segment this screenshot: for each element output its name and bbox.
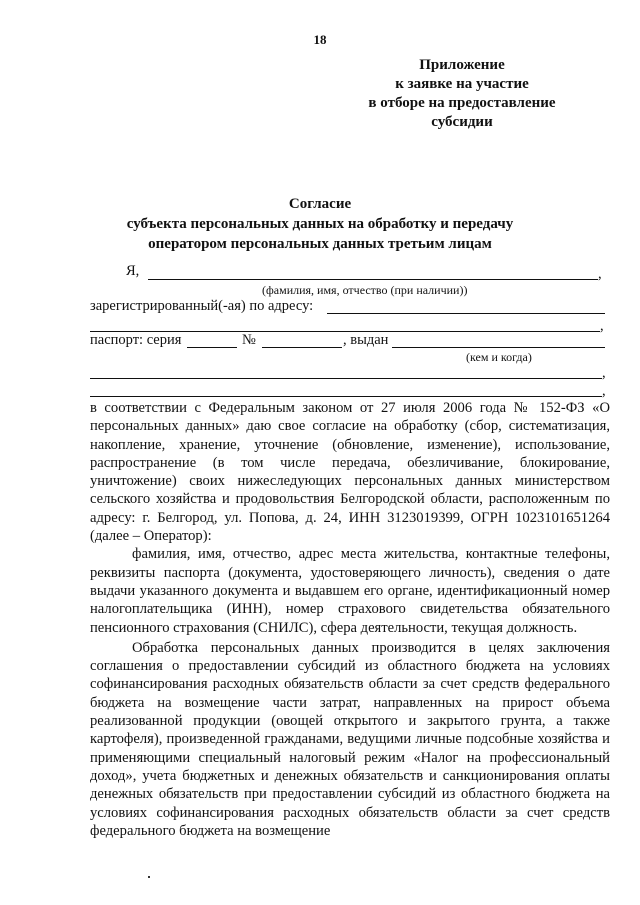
title-line: субъекта персональных данных на обработку и передачу bbox=[126, 216, 514, 232]
comma: , bbox=[602, 365, 606, 381]
fio-caption: (фамилия, имя, отчество (при наличии)) bbox=[262, 283, 468, 297]
comma: , bbox=[598, 266, 602, 282]
issued-caption: (кем и когда) bbox=[466, 350, 532, 364]
title-line: Согласие bbox=[288, 196, 352, 212]
appendix-line: Приложение bbox=[419, 57, 505, 73]
page-number: 18 bbox=[313, 32, 327, 47]
appendix-block bbox=[342, 56, 582, 132]
issued-label: , выдан bbox=[343, 332, 389, 348]
document-title bbox=[0, 194, 640, 254]
title-line: оператором персональных данных третьим лицам bbox=[148, 236, 492, 252]
passport-number-label: № bbox=[242, 332, 256, 348]
body-paragraph: Обработка персональных данных производится в целях заключения соглашения о предоставлении субсидий из областного бюджета на условиях софинансирования расходных обязательств области за счет средств федерального бюджета на возмещение части затрат, направленных на прирост объема реализованной продукции (овощей открытого и закрытого грунта, а также картофеля), произведенной гражданами, ведущими личные подсобные хозяйства и применяющими специальный налоговый режим «Налог на профессиональный доход», учета бюджетных и денежных обязательств и санкционирования оплаты денежных обязательств при предоставлении субсидий из областного бюджета на условиях софинансирования расходных обязательств области за счет средств федерального бюджета на возмещение bbox=[90, 639, 610, 839]
body-paragraph: фамилия, имя, отчество, адрес места жительства, контактные телефоны, реквизиты паспорта (документа, удостоверяющего личность), сведения о дате выдачи указанного документа и выдавшем его органе, идентификационный номер налогоплательщика (ИНН), номер страхового свидетельства обязательного пенсионного страхования (СНИЛС), сфера деятельности, текущая должность. bbox=[90, 546, 610, 636]
passport-series-label: паспорт: серия bbox=[90, 332, 182, 348]
issued-underline-3 bbox=[90, 396, 602, 397]
appendix-line: к заявке на участие bbox=[395, 76, 529, 92]
passport-series-underline bbox=[187, 347, 237, 348]
body-paragraph: в соответствии с Федеральным законом от 27 июля 2006 года № 152-ФЗ «О персональных данных» даю свое согласие на обработку (сбор, систематизация, накопление, хранение, уточнение (обновление, изменение), использование, распространение (в том числе передача, обезличивание, блокирование, уничтожение) своих нижеследующих персональных данных министерством сельского хозяйства и продовольствия Белгородской области, расположенным по адресу: г. Белгород, ул. Попова, д. 24, ИНН 3123019399, ОГРН 1023101651264 (далее – Оператор): bbox=[90, 400, 610, 545]
address-label: зарегистрированный(-ая) по адресу: bbox=[90, 298, 314, 314]
fio-underline bbox=[148, 279, 598, 280]
appendix-line: в отборе на предоставление bbox=[368, 95, 556, 111]
scan-speck bbox=[148, 876, 150, 878]
passport-number-underline bbox=[262, 347, 342, 348]
comma: , bbox=[600, 318, 604, 334]
ya-label: Я, bbox=[126, 263, 140, 279]
issued-underline bbox=[392, 347, 605, 348]
appendix-line: субсидии bbox=[431, 114, 493, 130]
comma: , bbox=[602, 383, 606, 399]
issued-underline-2 bbox=[90, 378, 602, 379]
consent-body bbox=[90, 399, 610, 840]
address-underline bbox=[327, 313, 605, 314]
